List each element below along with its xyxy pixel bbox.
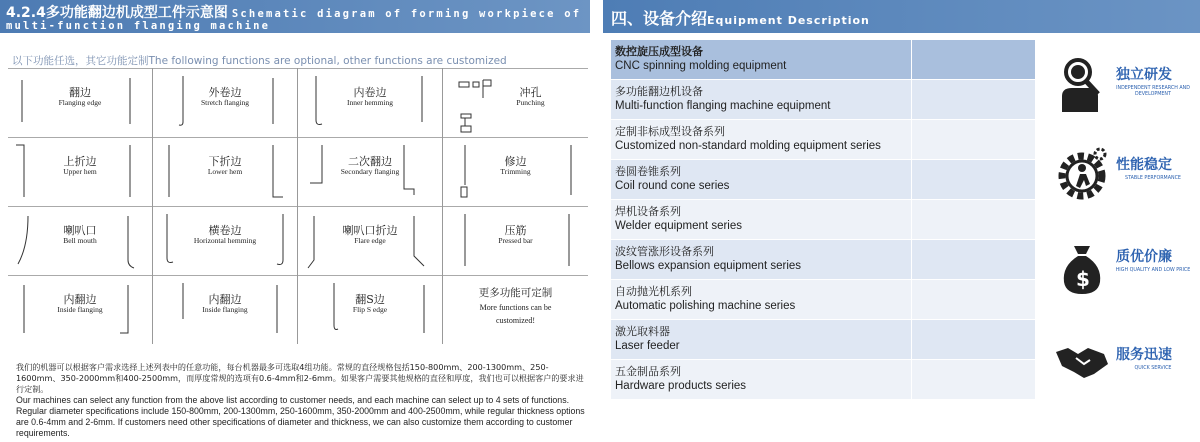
equipment-en: Coil round cone series xyxy=(615,180,730,192)
table-row xyxy=(611,80,1035,120)
function-cell xyxy=(8,275,153,344)
equipment-cn: 焊机设备系列 xyxy=(615,205,681,218)
function-cell xyxy=(443,275,588,344)
handshake-icon xyxy=(1054,334,1110,384)
function-cn: 压筋 xyxy=(504,224,527,237)
function-en: Horizontal hemming xyxy=(193,236,257,245)
equipment-cn: 激光取料器 xyxy=(615,325,670,338)
equipment-cn: 多功能翻边机设备 xyxy=(615,85,703,98)
function-grid xyxy=(8,68,588,344)
function-en: Flanging edge xyxy=(58,98,102,107)
title-en-2: multi-function flanging machine xyxy=(6,20,271,32)
function-en: Inner hemming xyxy=(346,98,394,107)
function-cell xyxy=(443,137,588,206)
function-cn: 横卷边 xyxy=(208,224,242,237)
title-en: Equipment Description xyxy=(707,14,870,27)
function-en: Flip S edge xyxy=(352,305,388,314)
research-icon xyxy=(1054,54,1110,114)
equipment-cn: 卷圆卷锥系列 xyxy=(615,165,681,178)
feature-label: 性能稳定 xyxy=(1116,157,1172,173)
equipment-en: Bellows expansion equipment series xyxy=(615,260,802,272)
function-cn: 外卷边 xyxy=(208,86,242,99)
function-en: Flare edge xyxy=(354,236,386,245)
function-en: Punching xyxy=(516,98,545,107)
function-en: Stretch flanging xyxy=(200,98,250,107)
function-cell xyxy=(298,68,443,137)
function-cn: 上折边 xyxy=(63,155,97,168)
feature-sub: HIGH QUALITY AND LOW PRICE xyxy=(1115,268,1191,273)
function-cn: 内翻边 xyxy=(63,293,97,306)
function-cn: 内卷边 xyxy=(353,86,387,99)
feature-sub: QUICK SERVICE xyxy=(1134,366,1172,371)
title-cn: 四、设备介绍 xyxy=(611,9,708,28)
function-cn: 内翻边 xyxy=(208,293,242,306)
function-en: Trimming xyxy=(500,167,531,176)
function-cn: 翻边 xyxy=(69,86,91,99)
function-cell xyxy=(8,137,153,206)
function-cell xyxy=(153,206,298,275)
equipment-cn: 五金制品系列 xyxy=(615,365,681,378)
function-cell xyxy=(8,206,153,275)
equipment-en: CNC spinning molding equipment xyxy=(615,60,787,72)
table-row xyxy=(611,320,1035,360)
function-cn: 冲孔 xyxy=(519,86,542,99)
function-cn: 更多功能可定制 xyxy=(478,287,553,299)
function-cell xyxy=(298,206,443,275)
equipment-cn: 波纹管涨形设备系列 xyxy=(615,245,714,258)
money-bag-icon xyxy=(1054,236,1110,298)
function-en: Pressed bar xyxy=(498,236,533,245)
equipment-en: Hardware products series xyxy=(615,380,747,392)
feature-stable xyxy=(1048,140,1198,212)
function-cn: 修边 xyxy=(504,155,527,168)
feature-label: 独立研发 xyxy=(1116,67,1172,83)
table-row xyxy=(611,280,1035,320)
function-cn: 喇叭口折边 xyxy=(342,224,398,237)
title-cn: 4.2.4多功能翻边机成型工件示意图 xyxy=(6,5,228,21)
svg-text:$: $ xyxy=(1076,267,1090,291)
equipment-cn: 定制非标成型设备系列 xyxy=(615,125,725,138)
table-row xyxy=(611,120,1035,160)
function-cell xyxy=(298,137,443,206)
function-cn: 喇叭口 xyxy=(63,224,97,237)
function-en: Inside flanging xyxy=(57,305,103,314)
function-cell xyxy=(443,206,588,275)
table-row xyxy=(611,360,1035,400)
left-title-bar xyxy=(0,0,590,33)
equipment-en: Laser feeder xyxy=(615,340,680,352)
function-cell xyxy=(153,137,298,206)
function-cn: 下折边 xyxy=(208,155,242,168)
function-en: Inside flanging xyxy=(202,305,248,314)
feature-sub: STABLE PERFORMANCE xyxy=(1125,176,1181,181)
function-cell xyxy=(298,275,443,344)
table-row xyxy=(611,160,1035,200)
function-cn: 翻S边 xyxy=(355,293,385,306)
function-cn: 二次翻边 xyxy=(348,155,392,168)
gear-worker-icon xyxy=(1054,144,1110,206)
equipment-en: Customized non-standard molding equipment series xyxy=(615,140,881,152)
equipment-cn: 数控旋压成型设备 xyxy=(615,45,703,58)
functions-subtitle: 以下功能任选，其它功能定制The following functions are optional, other functions are customized xyxy=(12,55,507,67)
function-en: More functions can be customized! xyxy=(479,303,552,325)
function-en: Upper hem xyxy=(63,167,97,176)
table-row xyxy=(611,40,1035,80)
right-panel xyxy=(603,0,1200,442)
description-en: Our machines can select any function from the above list according to customer needs, and each machine can select up to 4 sets of functions. Regular diameter specifications include 150-800mm, 200-1300mm, 250-1600mm, 350-2000mm and 400-2500mm, while regular thickness options are 0.6-4mm and 2-6mm. If customers need other specifications of diameter and thickness, we can also customize them according to customer requirements. xyxy=(16,395,585,438)
left-panel xyxy=(0,0,590,442)
feature-label: 服务迅速 xyxy=(1116,347,1172,363)
table-row xyxy=(611,240,1035,280)
feature-service xyxy=(1048,330,1198,402)
title-en-1: Schematic diagram of forming workpiece of xyxy=(231,8,582,20)
feature-label: 质优价廉 xyxy=(1116,249,1172,265)
feature-quality xyxy=(1048,232,1198,304)
feature-sub: INDEPENDENT RESEARCH AND DEVELOPMENT xyxy=(1116,86,1190,97)
function-cell xyxy=(8,68,153,137)
equipment-en: Multi-function flanging machine equipment xyxy=(615,100,831,112)
equipment-en: Automatic polishing machine series xyxy=(615,300,796,312)
function-cell xyxy=(443,68,588,137)
equipment-en: Welder equipment series xyxy=(615,220,742,232)
feature-research xyxy=(1048,50,1198,122)
right-title-bar xyxy=(603,0,1200,33)
function-cell xyxy=(153,68,298,137)
function-en: Secondary flanging xyxy=(340,167,400,176)
description-cn: 我们的机器可以根据客户需求选择上述列表中的任意功能，每台机器最多可选取4组功能。常规的直径规格包括150-800mm、200-1300mm、250-1600mm、350-2000mm和400-2500mm，而厚度常规的选项有0.6-4mm和2-6mm。如果客户需要其他规格的直径和厚度，我们也可以根据客户的要求进行定制。 xyxy=(16,362,584,394)
table-row xyxy=(611,200,1035,240)
function-en: Lower hem xyxy=(207,167,243,176)
equipment-cn: 自动抛光机系列 xyxy=(615,285,692,298)
function-cell xyxy=(153,275,298,344)
function-en: Bell mouth xyxy=(63,236,97,245)
